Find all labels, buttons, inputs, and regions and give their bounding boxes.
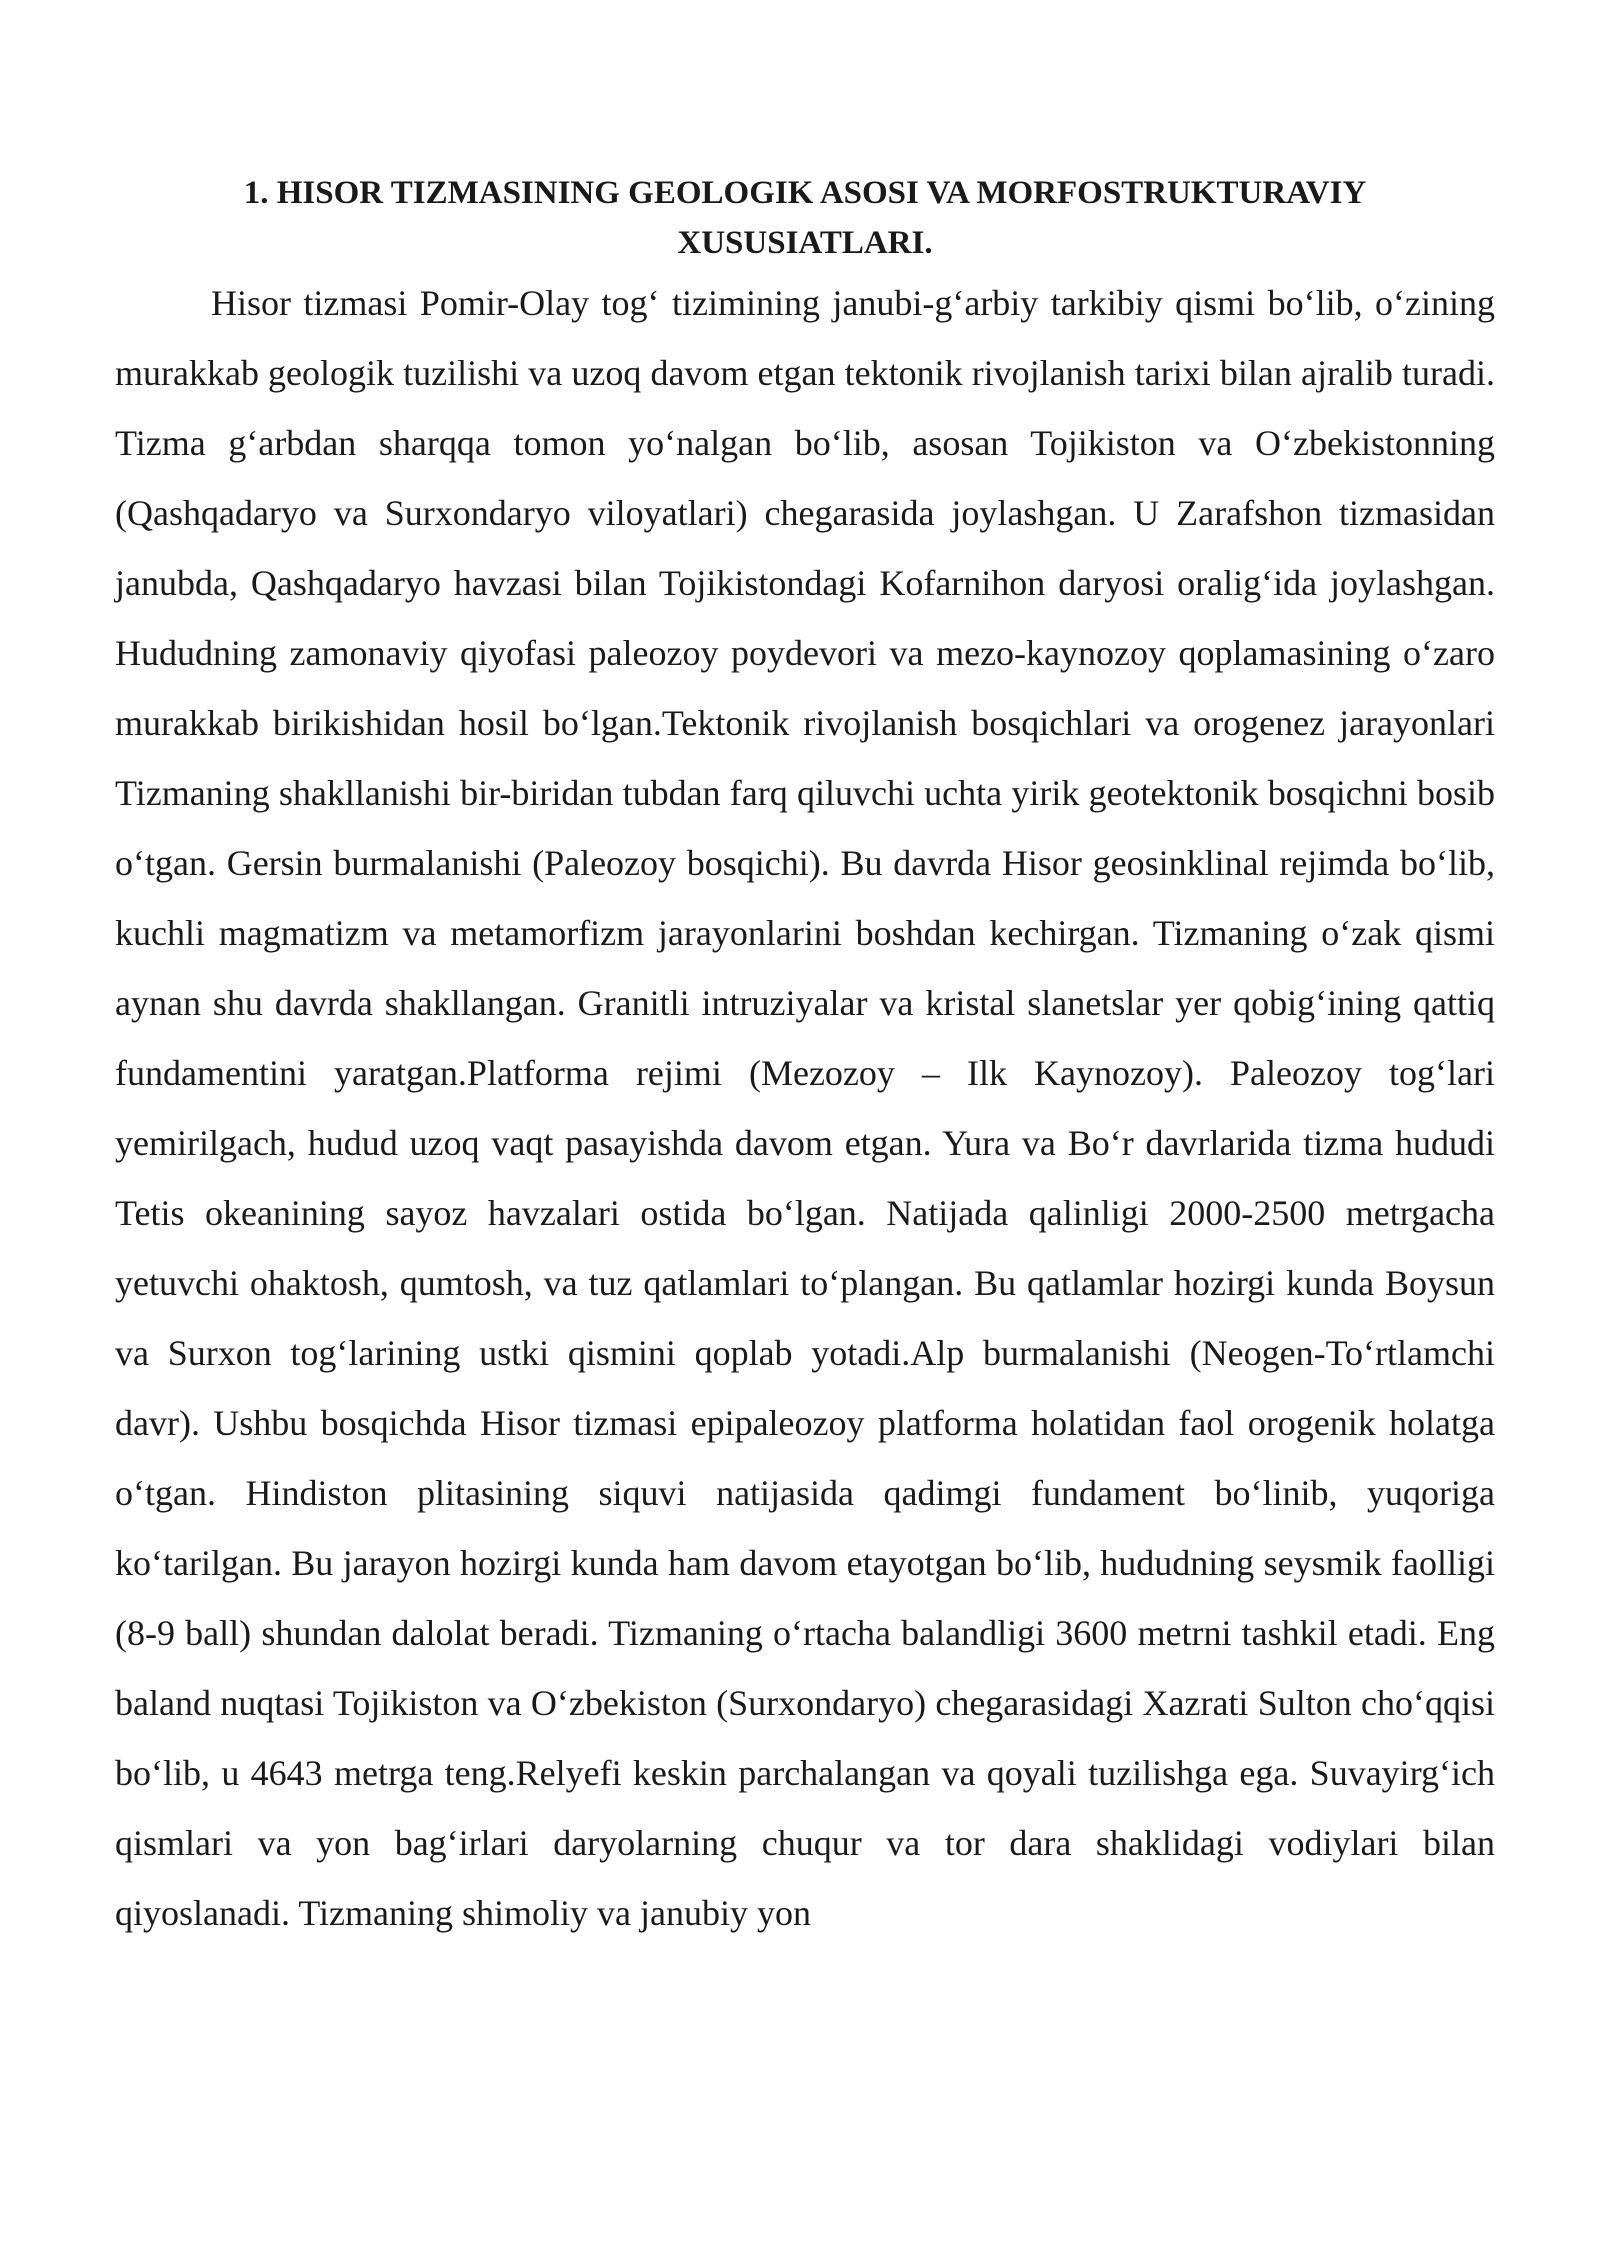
- body-paragraph: Hisor tizmasi Pomir-Olay tog‘ tizimining janubi-g‘arbiy tarkibiy qismi bo‘lib, o‘zining murakkab geologik tuzilishi va uzoq davom etgan tektonik rivojlanish tarixi bilan ajralib turadi. Tizma g‘arbdan sharqqa tomon yo‘nalgan bo‘lib, asosan Tojikiston va O‘zbekistonning (Qashqadaryo va Surxondaryo viloyatlari) chegarasida joylashgan. U Zarafshon tizmasidan janubda, Qashqadaryo havzasi bilan Tojikistondagi Kofarnihon daryosi oralig‘ida joylashgan. Hududning zamonaviy qiyofasi paleozoy poydevori va mezo-kaynozoy qoplamasining o‘zaro murakkab birikishidan hosil bo‘lgan.Tektonik rivojlanish bosqichlari va orogenez jarayonlari Tizmaning shakllanishi bir-biridan tubdan farq qiluvchi uchta yirik geotektonik bosqichni bosib o‘tgan. Gersin burmalanishi (Paleozoy bosqichi). Bu davrda Hisor geosinklinal rejimda bo‘lib, kuchli magmatizm va metamorfizm jarayonlarini boshdan kechirgan. Tizmaning o‘zak qismi aynan shu davrda shakllangan. Granitli intruziyalar va kristal slanetslar yer qobig‘ining qattiq fundamentini yaratgan.Platforma rejimi (Mezozoy – Ilk Kaynozoy). Paleozoy tog‘lari yemirilgach, hudud uzoq vaqt pasayishda davom etgan. Yura va Bo‘r davrlarida tizma hududi Tetis okeanining sayoz havzalari ostida bo‘lgan. Natijada qalinligi 2000-2500 metrgacha yetuvchi ohaktosh, qumtosh, va tuz qatlamlari to‘plangan. Bu qatlamlar hozirgi kunda Boysun va Surxon tog‘larining ustki qismini qoplab yotadi.Alp burmalanishi (Neogen-To‘rtlamchi davr). Ushbu bosqichda Hisor tizmasi epipaleozoy platforma holatidan faol orogenik holatga o‘tgan. Hindiston plitasining siquvi natijasida qadimgi fundament bo‘linib, yuqoriga ko‘tarilgan. Bu jarayon hozirgi kunda ham davom etayotgan bo‘lib, hududning seysmik faolligi (8-9 ball) shundan dalolat beradi. Tizmaning o‘rtacha balandligi 3600 metrni tashkil etadi. Eng baland nuqtasi Tojikiston va O‘zbekiston (Surxondaryo) chegarasidagi Xazrati Sulton cho‘qqisi bo‘lib, u 4643 metrga teng.Relyefi keskin parchalangan va qoyali tuzilishga ega. Suvayirg‘ich qismlari va yon bag‘irlari daryolarning chuqur va tor dara shaklidagi vodiylari bilan qiyoslanadi. Tizmaning shimoliy va janubiy yon: [115, 283, 1495, 1933]
- document-body: [115, 168, 1495, 1948]
- section-heading: 1. HISOR TIZMASINING GEOLOGIK ASOSI VA MORFOSTRUKTURAVIY XUSUSIATLARI.: [243, 175, 1367, 261]
